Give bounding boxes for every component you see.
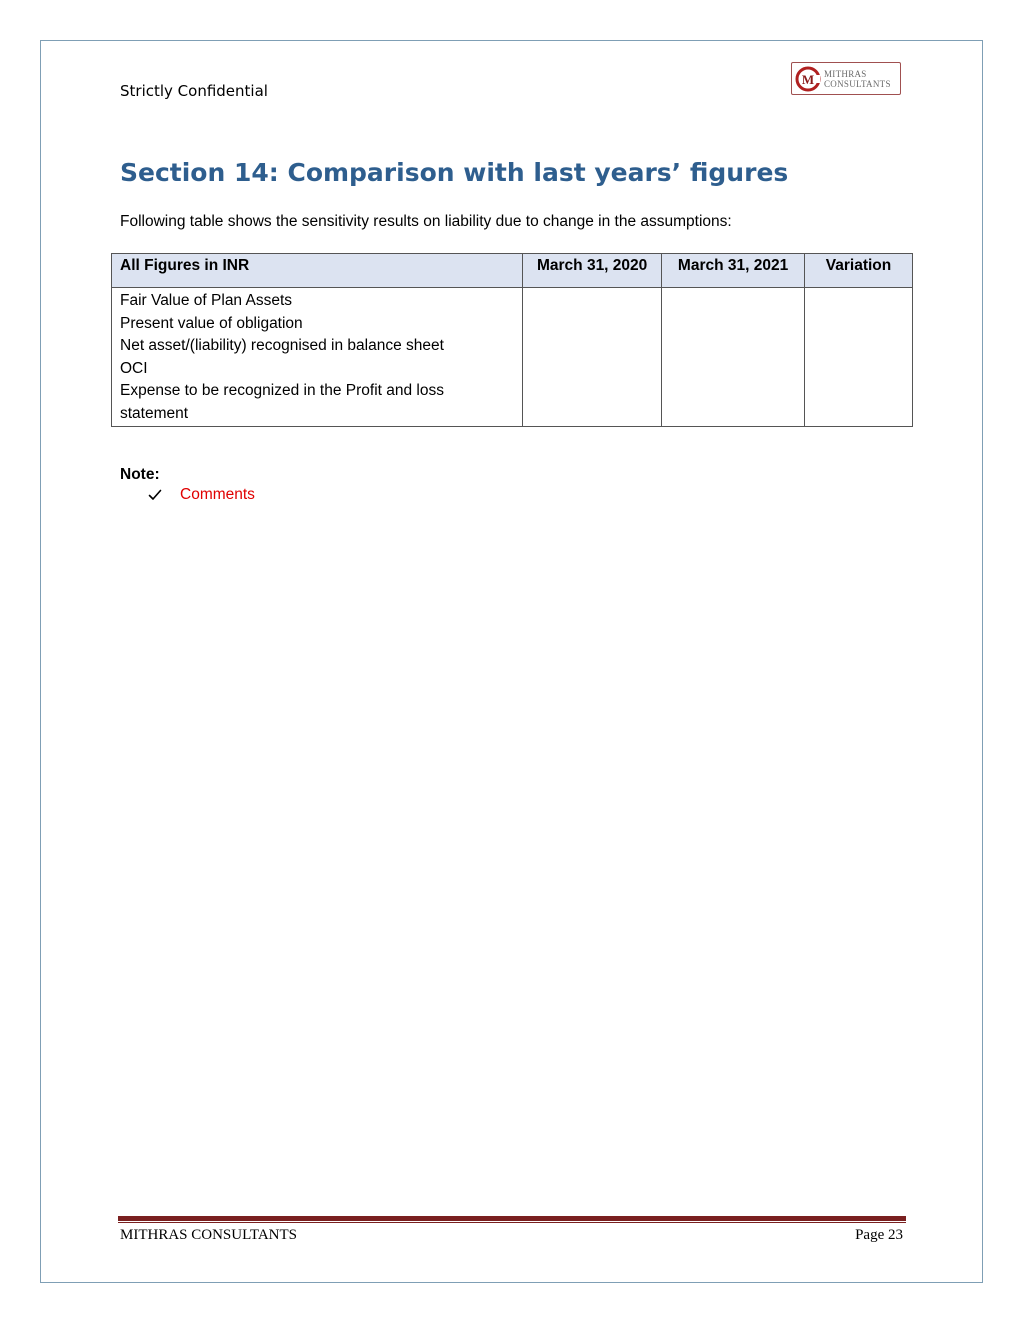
footer-rule-thick — [118, 1216, 906, 1221]
footer-page-number: Page 23 — [855, 1227, 903, 1243]
logo-mark-icon — [795, 66, 821, 92]
footer-rule-thin — [118, 1222, 906, 1223]
row-label-expense: Expense to be recognized in the Profit and loss — [120, 382, 444, 400]
table-header-row — [112, 254, 913, 288]
footer-rule — [118, 1216, 906, 1224]
cell-march-2020 — [523, 288, 662, 427]
cell-march-2021 — [662, 288, 805, 427]
row-label-present-value: Present value of obligation — [120, 314, 303, 332]
header-variation: Variation — [805, 254, 913, 288]
check-icon — [148, 488, 162, 502]
comparison-table — [111, 253, 913, 427]
row-label-oci: OCI — [120, 359, 148, 377]
section-title: Section 14: Comparison with last years’ figures — [120, 158, 789, 187]
row-labels-cell — [112, 288, 523, 427]
header-march-2020: March 31, 2020 — [523, 254, 662, 288]
note-item — [148, 486, 255, 504]
note-comments: Comments — [180, 486, 255, 503]
logo-mark-letter: M — [801, 71, 815, 87]
logo-text — [824, 69, 891, 89]
note-label: Note: — [120, 466, 160, 483]
row-label-fair-value: Fair Value of Plan Assets — [120, 292, 293, 309]
intro-text: Following table shows the sensitivity results on liability due to change in the assumptions: — [120, 213, 732, 230]
logo-line-1: MITHRAS — [824, 68, 867, 79]
row-label-statement: statement — [120, 404, 189, 422]
company-logo — [791, 62, 901, 95]
table-row — [112, 288, 913, 427]
confidential-label: Strictly Confidential — [120, 82, 268, 100]
row-label-net-asset: Net asset/(liability) recognised in balance sheet — [120, 337, 444, 355]
header-march-2021: March 31, 2021 — [662, 254, 805, 288]
logo-line-2: CONSULTANTS — [824, 78, 891, 89]
footer-company: MITHRAS CONSULTANTS — [120, 1227, 298, 1243]
cell-variation — [805, 288, 913, 427]
header-all-figures: All Figures in INR — [112, 254, 523, 288]
